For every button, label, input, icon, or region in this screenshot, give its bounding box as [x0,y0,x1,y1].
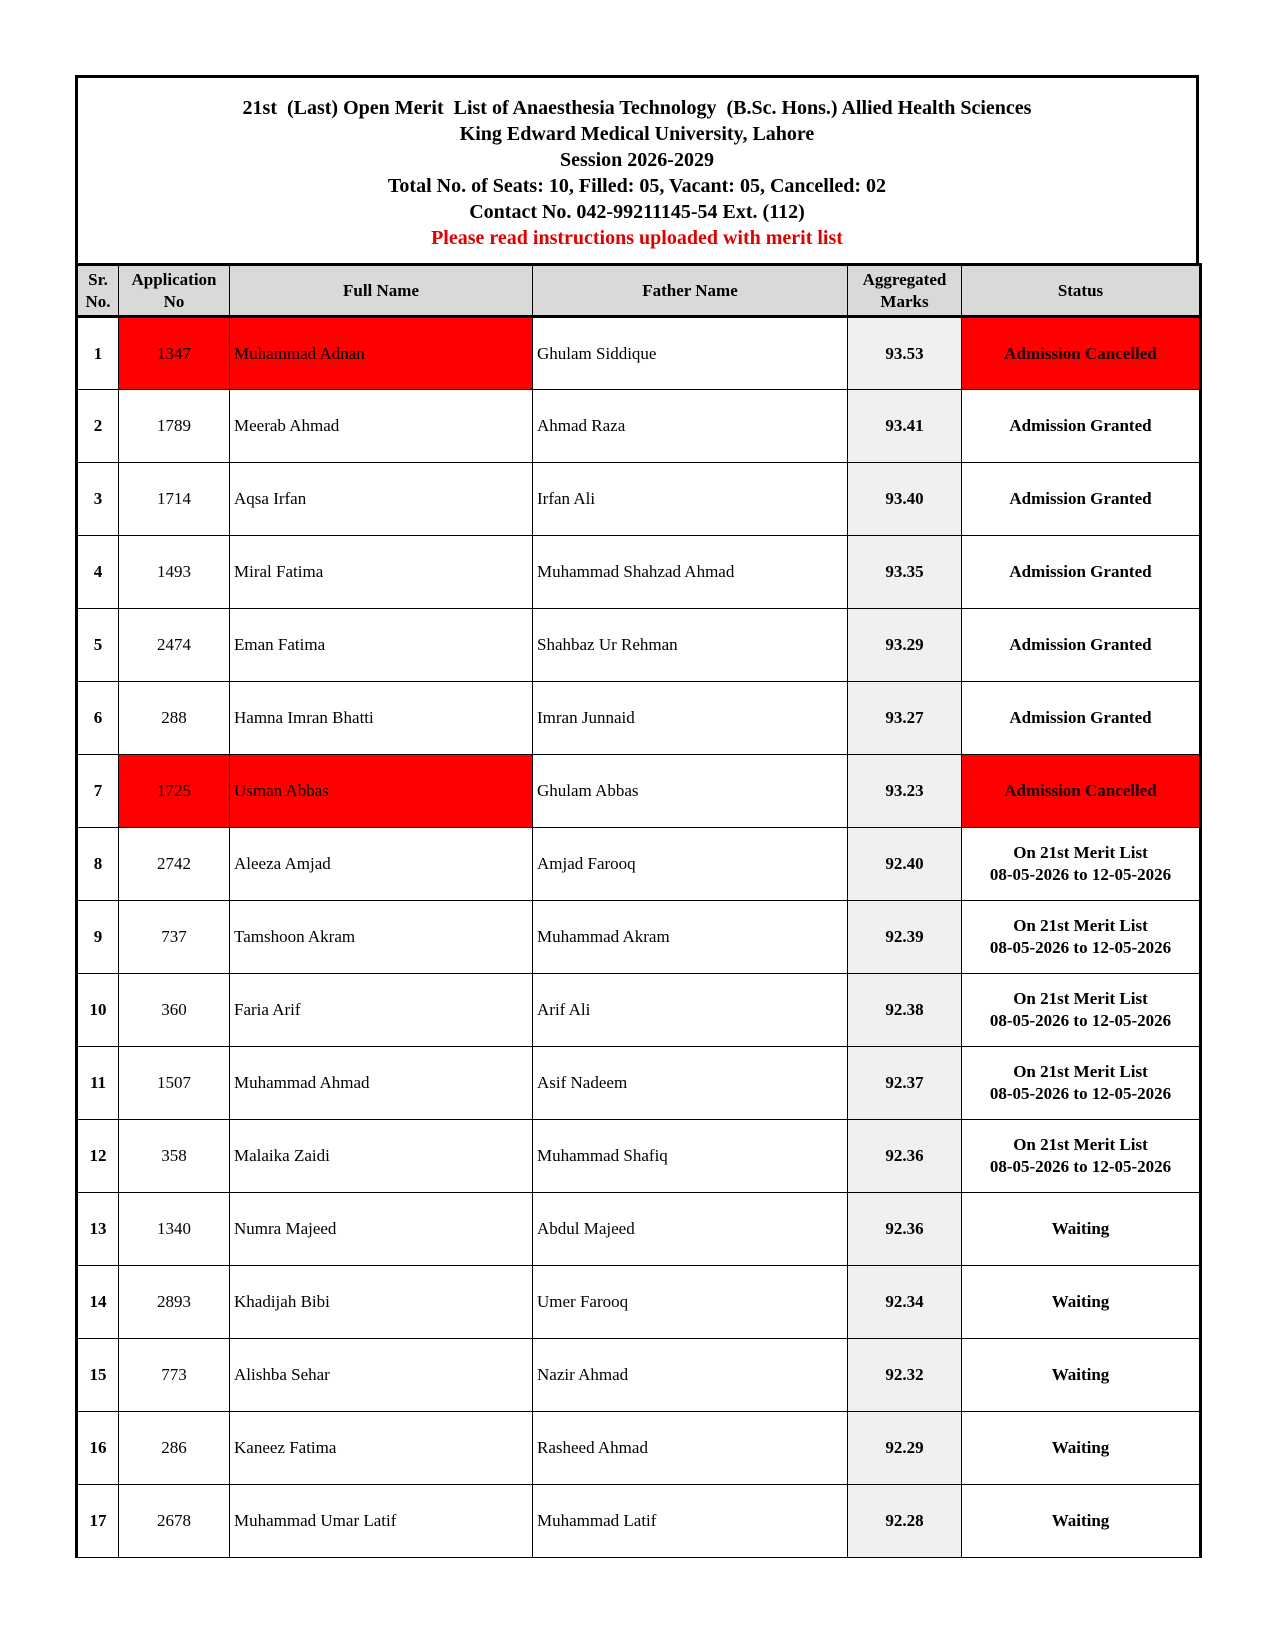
sr-cell: 4 [77,536,119,609]
status-cell [962,609,1201,682]
father-name-cell: Asif Nadeem [533,1047,848,1120]
sr-cell: 10 [77,974,119,1047]
status-text: On 21st Merit List [1013,843,1148,862]
merit-list-sheet [75,75,1199,1558]
marks-cell: 93.23 [848,755,962,828]
status-dates: 08-05-2026 to 12-05-2026 [989,865,1172,884]
marks-cell: 92.32 [848,1339,962,1412]
column-header-sr [77,265,119,317]
status-text: On 21st Merit List [1013,1135,1148,1154]
status-text: Waiting [1051,1438,1110,1457]
marks-cell: 93.29 [848,609,962,682]
status-cell [962,390,1201,463]
status-text: On 21st Merit List [1013,916,1148,935]
status-text: Waiting [1051,1292,1110,1311]
application-no-cell: 1493 [119,536,230,609]
table-row [77,317,1201,390]
status-text: Admission Cancelled [1004,343,1157,363]
sr-cell: 2 [77,390,119,463]
status-text: Admission Granted [1009,489,1152,508]
column-header-status: Status [962,265,1201,317]
status-dates: 08-05-2026 to 12-05-2026 [989,1157,1172,1176]
column-header-marks-line2: Marks [880,291,929,311]
column-header-marks-line1: Aggregated [862,269,947,289]
status-text: On 21st Merit List [1013,1062,1148,1081]
full-name-cell: Miral Fatima [230,536,533,609]
marks-cell: 92.40 [848,828,962,901]
table-row [77,1193,1201,1266]
application-no-cell: 288 [119,682,230,755]
father-name-cell: Abdul Majeed [533,1193,848,1266]
marks-cell: 93.35 [848,536,962,609]
status-dates: 08-05-2026 to 12-05-2026 [989,1011,1172,1030]
column-header-application-line1: Application [131,269,217,289]
merit-table [75,263,1202,1558]
application-no-cell: 2678 [119,1485,230,1558]
application-no-cell: 2474 [119,609,230,682]
sr-cell: 11 [77,1047,119,1120]
seats-summary: Total No. of Seats: 10, Filled: 05, Vacant: 05, Cancelled: 02 [387,175,887,197]
marks-cell: 93.40 [848,463,962,536]
document-title: 21st (Last) Open Merit List of Anaesthesia Technology (B.Sc. Hons.) Allied Health Sciences [242,97,1032,119]
full-name-cell: Kaneez Fatima [230,1412,533,1485]
status-cell [962,463,1201,536]
sr-cell: 15 [77,1339,119,1412]
marks-cell: 92.34 [848,1266,962,1339]
father-name-cell: Muhammad Latif [533,1485,848,1558]
marks-cell: 92.36 [848,1193,962,1266]
table-row [77,755,1201,828]
status-cell [962,1485,1201,1558]
sr-cell: 3 [77,463,119,536]
father-name-cell: Ghulam Abbas [533,755,848,828]
status-cell [962,1412,1201,1485]
status-cell [962,755,1201,828]
table-row [77,828,1201,901]
status-cell [962,317,1201,390]
application-no-cell: 1340 [119,1193,230,1266]
sr-cell: 7 [77,755,119,828]
application-no-cell: 737 [119,901,230,974]
marks-cell: 93.41 [848,390,962,463]
column-header-father-name: Father Name [533,265,848,317]
father-name-cell: Irfan Ali [533,463,848,536]
table-row [77,1412,1201,1485]
status-cell [962,1339,1201,1412]
sr-cell: 1 [77,317,119,390]
application-no-cell: 2742 [119,828,230,901]
marks-cell: 92.29 [848,1412,962,1485]
father-name-cell: Shahbaz Ur Rehman [533,609,848,682]
father-name-cell: Muhammad Shafiq [533,1120,848,1193]
full-name-cell: Aqsa Irfan [230,463,533,536]
sr-cell: 13 [77,1193,119,1266]
column-header-marks [848,265,962,317]
full-name-cell: Muhammad Adnan [230,317,533,390]
marks-cell: 93.27 [848,682,962,755]
status-text: Admission Granted [1009,562,1152,581]
application-no-cell: 1507 [119,1047,230,1120]
table-row [77,1266,1201,1339]
contact-line: Contact No. 042-99211145-54 Ext. (112) [469,201,805,223]
status-cell [962,1266,1201,1339]
father-name-cell: Umer Farooq [533,1266,848,1339]
sr-cell: 14 [77,1266,119,1339]
application-no-cell: 2893 [119,1266,230,1339]
application-no-cell: 1714 [119,463,230,536]
full-name-cell: Muhammad Ahmad [230,1047,533,1120]
column-header-application-line2: No [163,291,185,311]
full-name-cell: Eman Fatima [230,609,533,682]
table-row [77,536,1201,609]
status-cell [962,682,1201,755]
status-cell [962,1193,1201,1266]
full-name-cell: Tamshoon Akram [230,901,533,974]
full-name-cell: Hamna Imran Bhatti [230,682,533,755]
father-name-cell: Arif Ali [533,974,848,1047]
full-name-cell: Meerab Ahmad [230,390,533,463]
application-no-cell: 773 [119,1339,230,1412]
status-cell [962,828,1201,901]
marks-cell: 92.38 [848,974,962,1047]
father-name-cell: Imran Junnaid [533,682,848,755]
status-text: Admission Granted [1009,635,1152,654]
application-no-cell: 1347 [119,317,230,390]
full-name-cell: Khadijah Bibi [230,1266,533,1339]
father-name-cell: Nazir Ahmad [533,1339,848,1412]
status-cell [962,1120,1201,1193]
university-name: King Edward Medical University, Lahore [459,123,815,145]
sr-cell: 8 [77,828,119,901]
application-no-cell: 1725 [119,755,230,828]
table-row [77,390,1201,463]
table-row [77,1485,1201,1558]
status-text: Admission Cancelled [1004,781,1157,800]
column-header-application [119,265,230,317]
table-row [77,682,1201,755]
status-cell [962,974,1201,1047]
full-name-cell: Numra Majeed [230,1193,533,1266]
table-row [77,463,1201,536]
status-text: Waiting [1051,1511,1110,1530]
sr-cell: 12 [77,1120,119,1193]
full-name-cell: Usman Abbas [230,755,533,828]
application-no-cell: 286 [119,1412,230,1485]
father-name-cell: Amjad Farooq [533,828,848,901]
table-row [77,1339,1201,1412]
marks-cell: 92.36 [848,1120,962,1193]
marks-cell: 92.37 [848,1047,962,1120]
father-name-cell: Muhammad Akram [533,901,848,974]
sr-cell: 17 [77,1485,119,1558]
status-cell [962,901,1201,974]
marks-cell: 92.39 [848,901,962,974]
table-row [77,901,1201,974]
father-name-cell: Ahmad Raza [533,390,848,463]
document-header [75,75,1199,263]
sr-cell: 9 [77,901,119,974]
application-no-cell: 1789 [119,390,230,463]
marks-cell: 93.53 [848,317,962,390]
table-row [77,609,1201,682]
status-dates: 08-05-2026 to 12-05-2026 [989,938,1172,957]
father-name-cell: Ghulam Siddique [533,317,848,390]
father-name-cell: Rasheed Ahmad [533,1412,848,1485]
father-name-cell: Muhammad Shahzad Ahmad [533,536,848,609]
instructions-notice: Please read instructions uploaded with merit list [431,227,843,249]
column-header-sr-line1: Sr. [88,269,108,289]
status-text: On 21st Merit List [1013,989,1148,1008]
status-text: Admission Granted [1009,708,1152,727]
status-cell [962,536,1201,609]
session-line: Session 2026-2029 [560,149,714,171]
marks-cell: 92.28 [848,1485,962,1558]
table-row [77,1047,1201,1120]
full-name-cell: Muhammad Umar Latif [230,1485,533,1558]
status-text: Waiting [1051,1219,1110,1238]
full-name-cell: Faria Arif [230,974,533,1047]
table-header-row [77,265,1201,317]
application-no-cell: 360 [119,974,230,1047]
full-name-cell: Alishba Sehar [230,1339,533,1412]
sr-cell: 5 [77,609,119,682]
table-row [77,1120,1201,1193]
column-header-full-name: Full Name [230,265,533,317]
full-name-cell: Aleeza Amjad [230,828,533,901]
status-text: Waiting [1051,1365,1110,1384]
application-no-cell: 358 [119,1120,230,1193]
status-text: Admission Granted [1009,416,1152,435]
status-dates: 08-05-2026 to 12-05-2026 [989,1084,1172,1103]
sr-cell: 16 [77,1412,119,1485]
status-cell [962,1047,1201,1120]
sr-cell: 6 [77,682,119,755]
column-header-sr-line2: No. [85,291,111,311]
full-name-cell: Malaika Zaidi [230,1120,533,1193]
table-row [77,974,1201,1047]
